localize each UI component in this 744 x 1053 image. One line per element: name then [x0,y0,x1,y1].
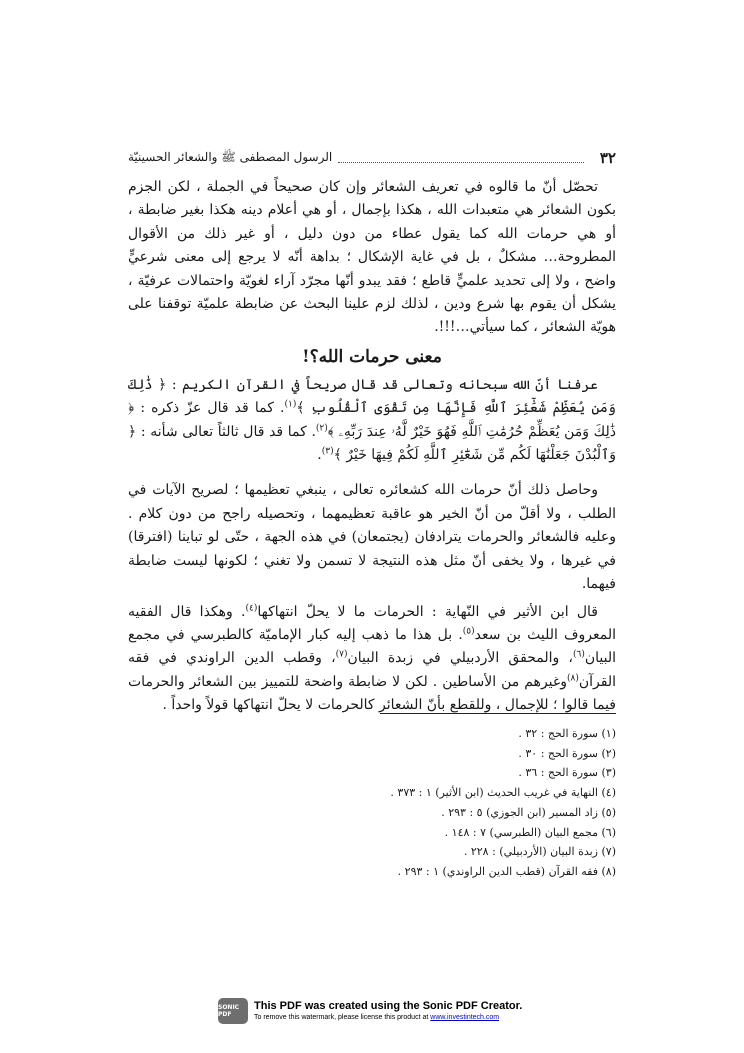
footnotes [128,724,616,882]
watermark-text [254,1000,522,1022]
footnote-ref-4[interactable]: (٤) [245,602,258,613]
footnote-1: (١) سورة الحج : ٣٢ . [518,727,616,740]
p4-text-d: ، والمحقق الأردبيلي في زبدة البيان [347,650,573,667]
page-number: ٣٢ [599,149,616,167]
footnote-ref-6[interactable]: (٦) [572,649,585,660]
watermark-line-2-prefix: To remove this watermark, please license this product at [254,1014,429,1021]
footnote-ref-8[interactable]: (٨) [566,673,579,684]
quran-verse-3: . كما قد قال ثالثاً تعالى شأنه : ﴿ وَٱلْبُدْنَ جَعَلْنَٰهَا لَكُم مِّن شَعَٰٓئِرِ ٱللَّهِ لَكُمْ فِيهَا خَيْرٌ ﴾ [128,423,616,464]
sonic-pdf-logo-icon: SONIC PDF [218,998,248,1024]
running-title: الرسول المصطفى ﷺ والشعائر الحسينيّة [128,149,333,164]
p4-text-c: . بل هذا ما ذهب إليه كبار الإماميّة كالطبرسي في مجمع البيان [128,626,616,667]
footnote-ref-5[interactable]: (٥) [462,626,475,637]
paragraph-2-end: . [317,447,322,464]
footnote-ref-3[interactable]: (٣) [321,446,334,457]
paragraph-2 [128,374,616,468]
paragraph-4 [128,601,616,718]
footnote-separator [380,713,616,714]
footnote-ref-1[interactable]: (١) [284,399,297,410]
footnote-5: (٥) زاد المسير (ابن الجوزي) ٥ : ٢٩٣ . [441,805,616,819]
footnote-2: (٢) سورة الحج : ٣٠ . [518,746,616,760]
watermark-link[interactable]: www.investintech.com [430,1014,500,1021]
quran-verse-1: عرفنا أنّ الله سبحانه وتعالى قد قال صريحاً في القرآن الكريم : ﴿ ذَٰلِكَ وَمَن يُعَظِّمْ شَعَٰٓئِرَ ٱللَّهِ فَإِنَّهَا مِن تَقْوَى ٱلْقُلُوبِ ﴾ [128,376,616,417]
footnote-ref-7[interactable]: (٧) [335,649,348,660]
running-header [128,148,616,168]
footnote-3: (٣) سورة الحج : ٣٦ . [518,766,616,780]
watermark-line-1: This PDF was created using the Sonic PDF Creator. [254,1000,523,1012]
quran-verse-2: . كما قد قال عزّ ذكره : ﴿ ذَٰلِكَ وَمَن يُعَظِّمْ حُرُمَٰتِ ٱللَّهِ فَهُوَ خَيْرٌ لَّهُۥ عِندَ رَبِّهِۦ ﴾ [128,400,616,440]
p4-text-b: . وهكذا قال الفقيه المعروف الليث بن سعد [128,603,617,643]
footnote-4: (٤) النهاية في غريب الحديث (ابن الأثير) ١ : ٣٧٣ . [390,786,616,800]
header-leader-dots [338,153,584,163]
watermark [218,995,538,1027]
p4-text-f: وغيرهم من الأساطين . لكن لا ضابطة واضحة للتمييز بين الشعائر والحرمات فيما قالوا ؛ للإجمال ، وللقطع بأنّ الشعائر كالحرمات لا يحلّ انتهاكها قولاً واحداً . [128,673,616,714]
paragraph-3: وحاصل ذلك أنّ حرمات الله كشعائره تعالى ، ينبغي تعظيمها ؛ لصريح الآيات في الطلب ، ولا أقلّ من أنّ الخير هو عاقبة تعظيمهما ، وتحصيله راجح من دون كلام . وعليه فالشعائر والحرمات يترادفان (يجتمعان) في هذه الجهة ، حتّى لو تباينا (افترقا) في غيرها ، ولا يخفى أنّ مثل هذه النتيجة لا تسمن ولا تغني ؛ لكونها ليست ضابطة فيهما. [128,482,616,593]
main-text [128,176,616,718]
paragraph-1: تحصّل أنّ ما قالوه في تعريف الشعائر وإن كان صحيحاً في الجملة ، لكن الجزم بكون الشعائر هي متعبدات الله ، هكذا بإجمال ، أو هي أعلام دينه هكذا بغير ضابطة ، أو هي حرمات الله كما يقول عطاء من دون دليل ، أو غير ذلك من الأقوال المطروحة… مشكلٌ ، بل في غاية الإشكال ؛ بداهة أنّه لا يرجع إلى معنى شرعيٍّ واضح ، ولا إلى تحديد علميٍّ قاطع ؛ فقد يبدو أنّها مجرّد آراء لغويّة واحتمالات عرفيّة ، يشكل أن يقوم بها شرع ودين ، لذلك لزم علينا البحث عن ضابطة علميّة توقفنا على هويّة الشعائر ، كما سيأتي…!!!. [128,179,616,336]
footnote-6: (٦) مجمع البيان (الطبرسي) ٧ : ١٤٨ . [444,825,616,839]
footnote-ref-2[interactable]: (٢) [315,423,328,433]
watermark-line-2 [254,1013,522,1022]
section-heading: معنى حرمات الله؟! [302,346,442,367]
footnote-8: (٨) فقه القرآن (قطب الدين الراوندي) ١ : ٢٩٣ . [397,864,616,878]
footnote-7: (٧) زبدة البيان (الأردبيلي) : ٢٢٨ . [463,845,616,859]
p4-text-a: قال ابن الأثير في النّهاية : الحرمات ما لا يحلّ انتهاكها [257,603,599,620]
p4-text-e: ، وقطب الدين الراوندي في فقه القرآن [128,650,616,690]
